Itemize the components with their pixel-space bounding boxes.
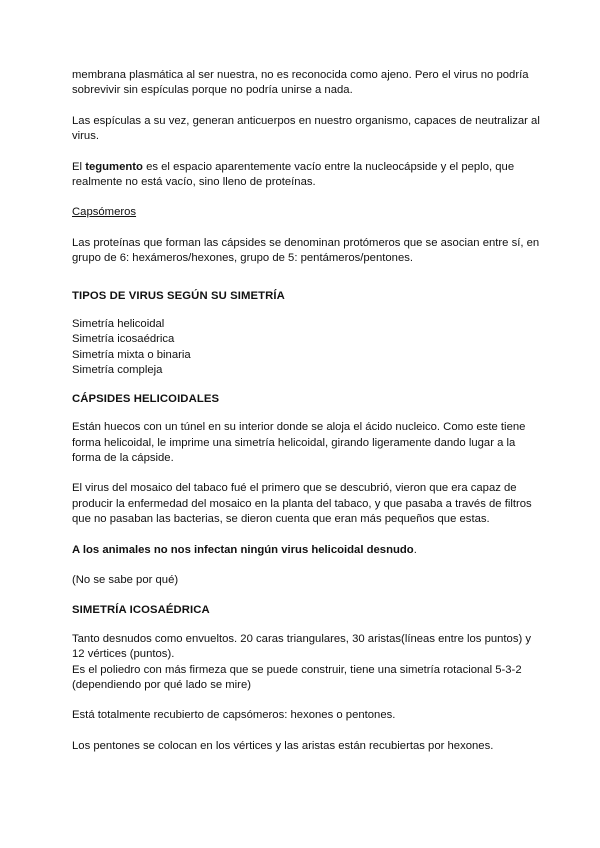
paragraph-animales — [72, 543, 542, 558]
heading-simetria-icosaedrica: SIMETRÍA ICOSAÉDRICA — [72, 604, 210, 617]
subheading-capsomeros: Capsómeros — [72, 206, 137, 219]
paragraph-no-se-sabe: (No se sabe por qué) — [72, 573, 179, 586]
paragraph-huecos: Están huecos con un túnel en su interior donde se aloja el ácido nucleico. Como este tiene forma helicoidal, le imprime una simetría helicoidal, girando ligeramente dando lugar a la forma de la cápside. — [72, 421, 526, 464]
heading-tipos-de-virus: TIPOS DE VIRUS SEGÚN SU SIMETRÍA — [72, 289, 285, 302]
animales-bold: A los animales no nos infectan ningún virus helicoidal desnudo — [72, 543, 414, 556]
caras-line: Tanto desnudos como envueltos. 20 caras triangulares, 30 aristas(líneas entre los puntos) y 12 vértices (puntos). — [72, 632, 532, 661]
paragraph-caras — [72, 632, 542, 694]
list-item: Simetría mixta o binaria — [72, 348, 191, 361]
symmetry-list — [72, 317, 542, 379]
paragraph-membrana: membrana plasmática al ser nuestra, no es reconocida como ajeno. Pero el virus no podría sobrevivir sin espículas porque no podría unirse a nada. — [72, 69, 529, 97]
paragraph-mosaico-tabaco: El virus del mosaico del tabaco fué el primero que se descubrió, vieron que era capaz de producir la enfermedad del mosaico en la planta del tabaco, y que pasaba a través de filtros que no pasaban las bacterias, se dieron cuenta que eran más pequeños que estas. — [72, 482, 532, 526]
poliedro-line: Es el poliedro con más firmeza que se puede construir, tiene una simetría rotacional 5-3-2 (dependiendo por qué lado se mire) — [72, 663, 522, 691]
paragraph-espiculas: Las espículas a su vez, generan anticuerpos en nuestro organismo, capaces de neutralizar al virus. — [72, 114, 540, 143]
document-page — [72, 68, 542, 769]
animales-post: . — [413, 543, 417, 556]
paragraph-recubierto: Está totalmente recubierto de capsómeros: hexones o pentones. — [72, 709, 396, 722]
tegumento-pre: El — [72, 160, 86, 173]
heading-capsides-helicoidales: CÁPSIDES HELICOIDALES — [72, 392, 220, 405]
tegumento-term: tegumento — [85, 160, 143, 173]
list-item: Simetría helicoidal — [72, 318, 165, 331]
paragraph-protomeros: Las proteínas que forman las cápsides se denominan protómeros que se asocian entre sí, en grupo de 6: hexámeros/hexones, grupo de 5: pentámeros/pentones. — [72, 236, 540, 265]
list-item: Simetría compleja — [72, 364, 163, 377]
list-item: Simetría icosaédrica — [72, 333, 175, 346]
paragraph-pentones: Los pentones se colocan en los vértices y las aristas están recubiertas por hexones. — [72, 739, 494, 752]
tegumento-post: es el espacio aparentemente vacío entre la nucleocápside y el peplo, que realmente no está vacío, sino lleno de proteínas. — [72, 160, 515, 189]
paragraph-tegumento — [72, 160, 542, 191]
